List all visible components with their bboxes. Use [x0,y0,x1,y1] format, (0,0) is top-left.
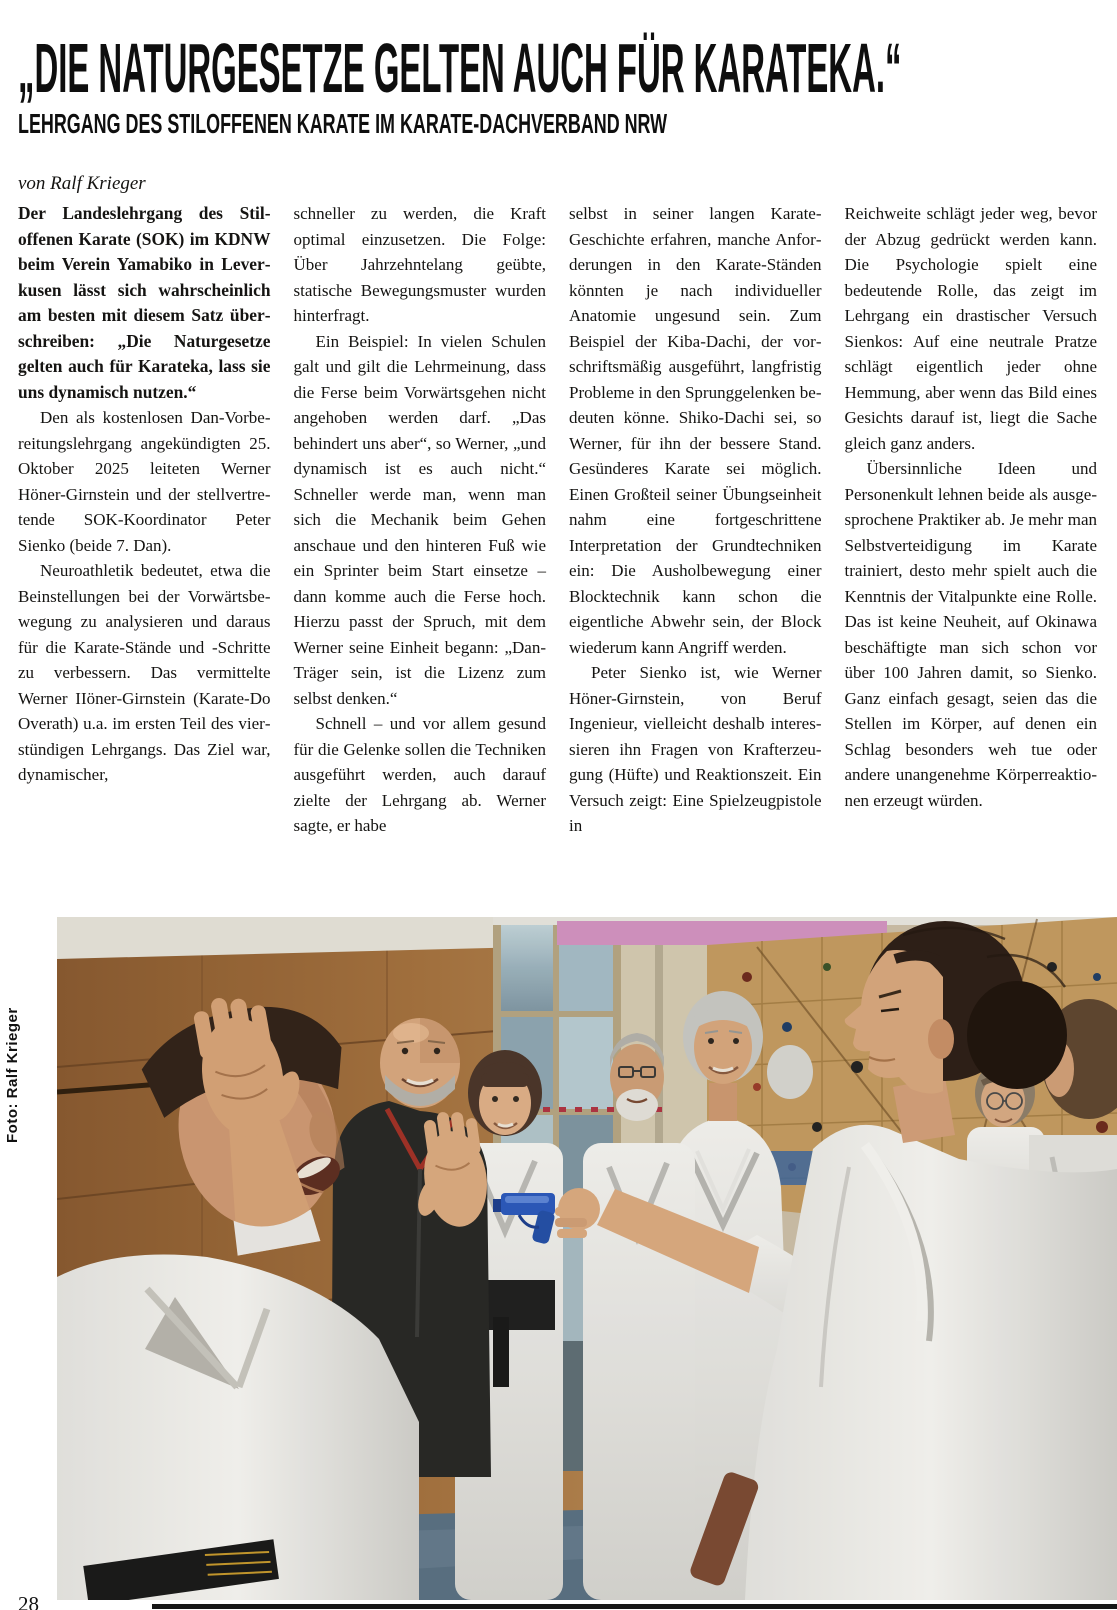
page-title: „DIE NATURGESETZE GELTEN AUCH FÜR KARATEKA.“ [18,29,902,107]
paragraph: Der Landeslehrgang des Stiloffenen Karate (SOK) im KDNW beim Verein Yamabiko in Leverkusen lässt sich wahrscheinlich am besten mit diesem Satz überschreiben: „Die Naturgesetze gelten auch für Karateka, lass sie uns dynamisch nutzen.“ [18,203,271,402]
photo-tone-overlay [57,917,1117,1600]
paragraph: Peter Sienko ist, wie Werner Höner-Girnstein, von Beruf Ingenieur, vielleicht deshalb interessieren ihn Fragen von Krafterzeugung (Hüfte) und Reaktionszeit. Ein Versuch zeigt: Eine Spielzeugpistole in [569,663,822,835]
byline: von Ralf Krieger [18,173,146,194]
article-photo [57,917,1117,1600]
photo-credit: Foto: Ralf Krieger [4,1007,21,1143]
paragraph: Übersinnliche Ideen und Personenkult lehnen beide als ausgesprochene Praktiker ab. Je mehr man Selbstverteidigung im Karate trainiert, desto mehr spielt auch die Kenntnis der Vitalpunkte eine Rolle. Das ist keine Neuheit, auf Okinawa beschäftigte man sich schon vor über 100 Jahren damit, so Sienko. Ganz einfach gesagt, seien das die Stellen im Körper, auf denen ein Schlag besonders weh tue oder andere unangenehme Körperreaktionen erzeugt würden. [844,459,1097,810]
text-column-4 [845,201,1098,839]
subheadline: LEHRGANG DES STILOFFENEN KARATE IM KARATE-DACHVERBAND NRW [18,108,668,139]
bottom-rule [152,1604,1117,1609]
article-body [0,201,1117,839]
text-column-2 [294,201,547,839]
article-header [0,0,1117,141]
text-column-1 [18,201,271,839]
headline-row [18,29,1097,107]
photo-illustration [57,917,1117,1600]
paragraph: Schnell – und vor allem gesund für die Gelenke sollen die Techniken ausgeführt werden, auch darauf zielte der Lehrgang ab. Werner sagte, er habe [293,714,546,835]
text-column-3 [569,201,822,839]
page-number: 28 [18,1592,39,1610]
paragraph: Reichweite schlägt jeder weg, bevor der Abzug gedrückt werden kann. Die Psychologie spielt eine bedeutende Rolle, das zeigt im Lehrgang ein drastischer Versuch Sienkos: Auf eine neutrale Pratze schlägt eigentlich jeder ohne Hemmung, aber wenn das Bild eines Gesichts darauf ist, liegt die Sache gleich ganz anders. [844,204,1097,453]
paragraph: Ein Beispiel: In vielen Schulen galt und gilt die Lehrmeinung, dass die Ferse beim Vorwärtsgehen nicht angehoben werden darf. „Das behindert uns aber“, so Werner, „und dynamisch ist es auch nicht.“ Schneller werde man, wenn man sich die Mechanik beim Gehen anschaue und den hinteren Fuß wie ein Sprinter beim Start einsetze – dann komme auch die Ferse hoch. Hierzu passt der Spruch, mit dem Werner seine Einheit begann: „Dan-Träger sein, ist die Lizenz zum selbst denken.“ [293,331,546,708]
paragraph: Neuroathletik bedeutet, etwa die Beinstellungen bei der Vorwärtsbewegung zu analysieren und daraus für die Karate-Stände und -Schritte zu verbessern. Das vermittelte Werner IIöner-Girnstein (Karate-Do Overath) u.a. im ersten Teil des vierstündigen Lehrgangs. Das Ziel war, dynamischer, [18,561,271,784]
paragraph: selbst in seiner langen Karate-Geschichte erfahren, manche Anforderungen in den Karate-Ständen könnten je nach individueller Anatomie ungesund sein. Zum Beispiel der Kiba-Dachi, der vorschriftsmäßig ausgeführt, langfristig Probleme in den Sprunggelenken bedeuten könne. Shiko-Dachi sei, so Werner, für ihn der bessere Stand. Gesünderes Karate sei möglich. Einen Großteil seiner Übungseinheit nahm eine fortgeschrittene Interpretation der Grundtechniken ein: Die Ausholbewegung einer Blocktechnik kann schon die eigentliche Abwehr sein, der Block wiederum kann Angriff werden. [569,204,822,657]
subheadline-row [18,109,1097,141]
paragraph: Den als kostenlosen Dan-Vorbereitungslehrgang angekündigten 25. Oktober 2025 leiteten Werner Höner-Girnstein und der stellvertretende SOK-Koordinator Peter Sienko (beide 7. Dan). [18,408,271,555]
paragraph: schneller zu werden, die Kraft optimal einzusetzen. Die Folge: Über Jahrzehntelang geübte, statische Bewegungsmuster wurden hinterfragt. [293,204,546,325]
